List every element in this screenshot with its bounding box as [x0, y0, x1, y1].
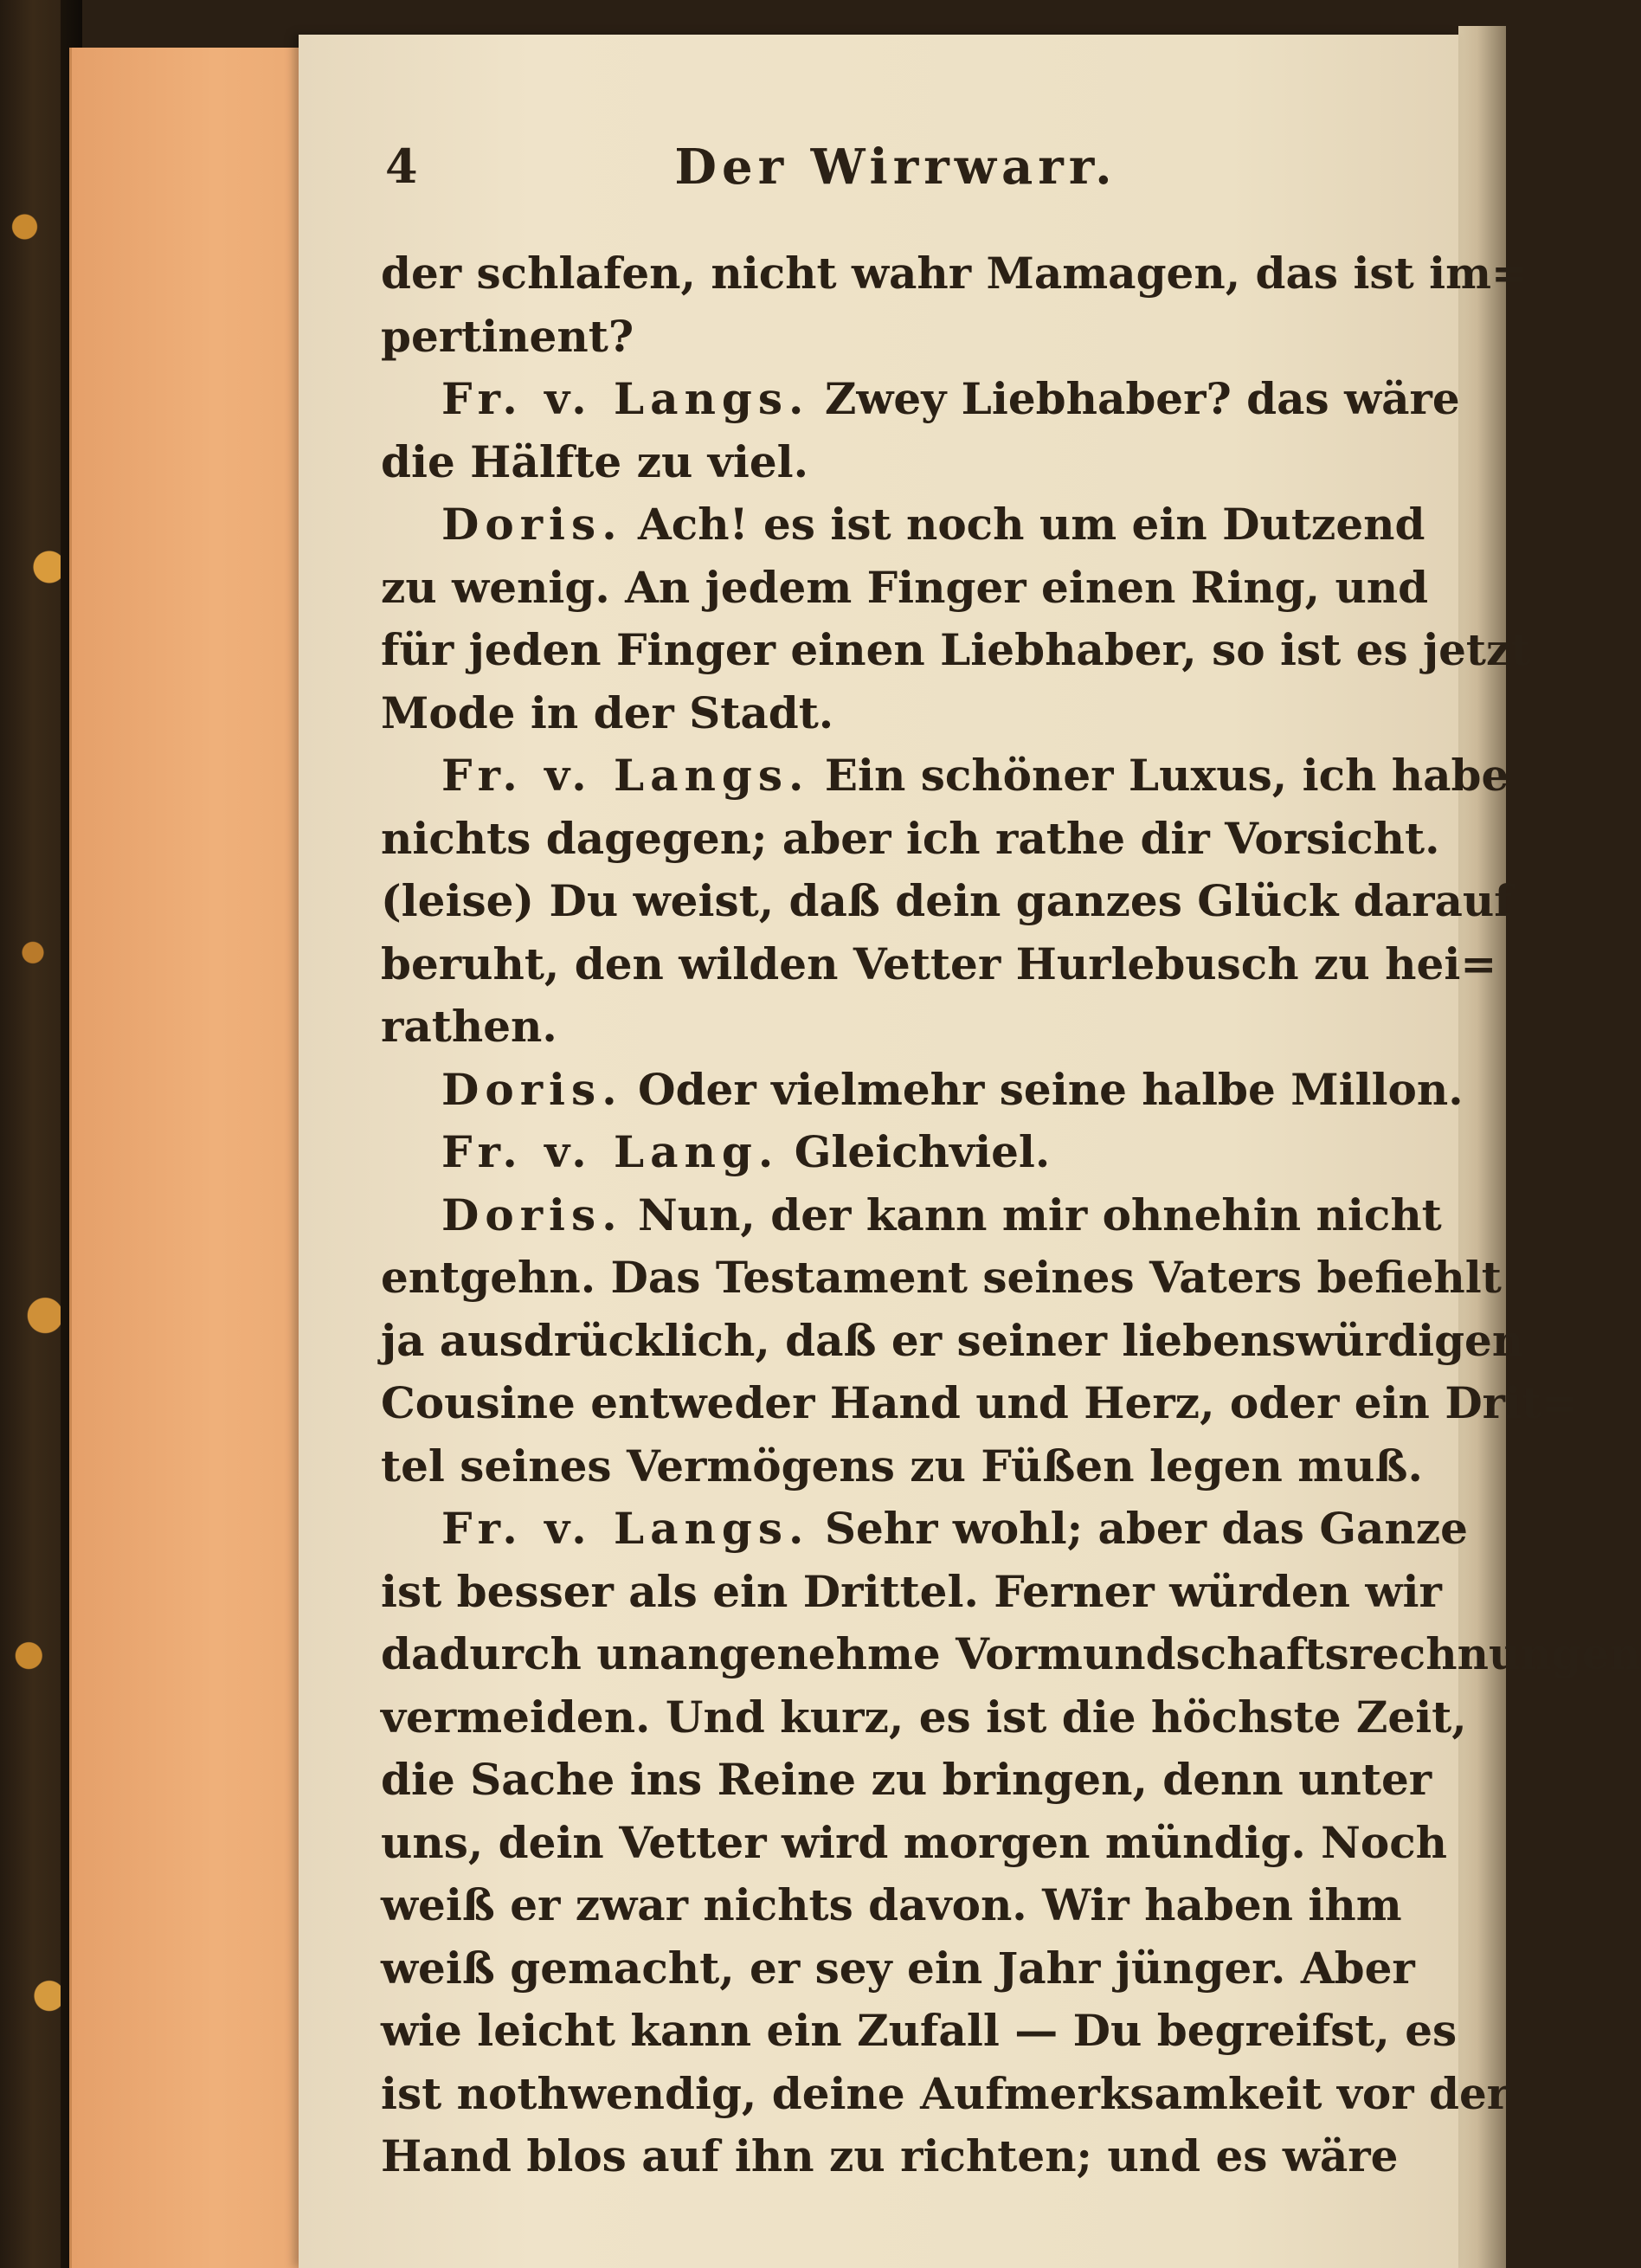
speaker-name: Fr. v. Langs. [441, 373, 810, 424]
speaker-name: Fr. v. Langs. [441, 750, 810, 801]
line-text: tel seines Vermögens zu Füßen legen muß. [381, 1440, 1423, 1492]
text-line [381, 2063, 1510, 2126]
body-text [381, 242, 1641, 2188]
line-text: Cousine entweder Hand und Herz, oder ein Drit= [381, 1377, 1579, 1428]
text-line [381, 808, 1440, 871]
text-line [381, 1435, 1423, 1498]
line-text: weiß gemacht, er sey ein Jahr jünger. Aber [381, 1942, 1415, 1994]
text-line [381, 682, 1389, 745]
text-line [381, 1121, 1389, 1184]
line-text: Gleichviel. [779, 1126, 1051, 1177]
text-line [381, 1498, 1468, 1561]
line-text: nichts dagegen; aber ich rathe dir Vorsicht. [381, 812, 1440, 864]
line-text: vermeiden. Und kurz, es ist die höchste Zeit, [381, 1691, 1467, 1743]
text-line [381, 306, 1389, 369]
line-text: ja ausdrücklich, daß er seiner liebenswürdigen [381, 1314, 1524, 1366]
line-text: Nun, der kann mir ohnehin nicht [622, 1189, 1442, 1240]
line-text: Oder vielmehr seine halbe Millon. [622, 1063, 1464, 1115]
line-text: ist besser als ein Drittel. Ferner würden wir [381, 1565, 1442, 1617]
text-line [381, 870, 1513, 933]
line-text: für jeden Finger einen Liebhaber, so ist es jetzt [381, 624, 1531, 675]
line-text: dadurch unangenehme Vormundschaftsrechnungen [381, 1628, 1641, 1679]
line-text: rathen. [381, 1001, 557, 1052]
line-text: Ein schöner Luxus, ich habe [809, 750, 1509, 801]
line-text: Ach! es ist noch um ein Dutzend [622, 499, 1425, 550]
text-line [381, 1874, 1402, 1937]
text-line [381, 1310, 1524, 1373]
text-line [381, 1812, 1448, 1875]
line-text: der schlafen, nicht wahr Mamagen, das ist im= [381, 248, 1528, 299]
text-line [381, 493, 1425, 557]
text-line [381, 933, 1497, 996]
line-text: wie leicht kann ein Zufall — Du begreifst, es [381, 2005, 1458, 2056]
text-line [381, 2125, 1399, 2188]
text-line [381, 1623, 1641, 1686]
text-line [381, 995, 1389, 1059]
text-line [381, 2000, 1458, 2063]
text-line [381, 1561, 1442, 1624]
book-page [299, 35, 1641, 2268]
line-text: beruht, den wilden Vetter Hurlebusch zu hei= [381, 937, 1497, 989]
line-text: die Hälfte zu viel. [381, 435, 809, 487]
line-text: die Sache ins Reine zu bringen, denn unter [381, 1754, 1432, 1805]
text-line [381, 1059, 1464, 1122]
text-line [381, 1749, 1432, 1812]
text-line [381, 242, 1528, 306]
text-line [381, 619, 1531, 682]
speaker-name: Doris. [441, 1063, 623, 1115]
line-text: Zwey Liebhaber? das wäre [809, 373, 1460, 424]
speaker-name: Fr. v. Langs. [441, 1503, 810, 1554]
line-text: weiß er zwar nichts davon. Wir haben ihm [381, 1879, 1402, 1930]
text-line [381, 431, 1389, 494]
line-text: uns, dein Vetter wird morgen mündig. Noch [381, 1816, 1448, 1868]
page-header [385, 121, 1406, 216]
line-text: entgehn. Das Testament seines Vaters befiehlt [381, 1252, 1502, 1303]
line-text: zu wenig. An jedem Finger einen Ring, und [381, 561, 1429, 613]
line-text: pertinent? [381, 310, 634, 362]
line-text: Mode in der Stadt. [381, 686, 834, 738]
text-line [381, 1247, 1502, 1310]
line-text: Hand blos auf ihn zu richten; und es wäre [381, 2130, 1399, 2181]
speaker-name: Fr. v. Lang. [441, 1126, 780, 1177]
page-edge [1458, 26, 1506, 2268]
text-line [381, 557, 1429, 620]
text-line [381, 1686, 1467, 1749]
text-line [381, 1184, 1442, 1247]
running-title: Der Wirrwarr. [674, 139, 1117, 196]
text-line [381, 1937, 1415, 2001]
line-text: (leise) Du weist, daß dein ganzes Glück darauf [381, 875, 1513, 926]
text-line [381, 744, 1509, 808]
speaker-name: Doris. [441, 499, 623, 550]
page-number: 4 [385, 139, 418, 194]
line-text: ist nothwendig, deine Aufmerksamkeit vor der [381, 2067, 1510, 2119]
speaker-name: Doris. [441, 1189, 623, 1240]
line-text: Sehr wohl; aber das Ganze [809, 1503, 1468, 1554]
text-line [381, 1372, 1579, 1435]
text-line [381, 368, 1460, 431]
